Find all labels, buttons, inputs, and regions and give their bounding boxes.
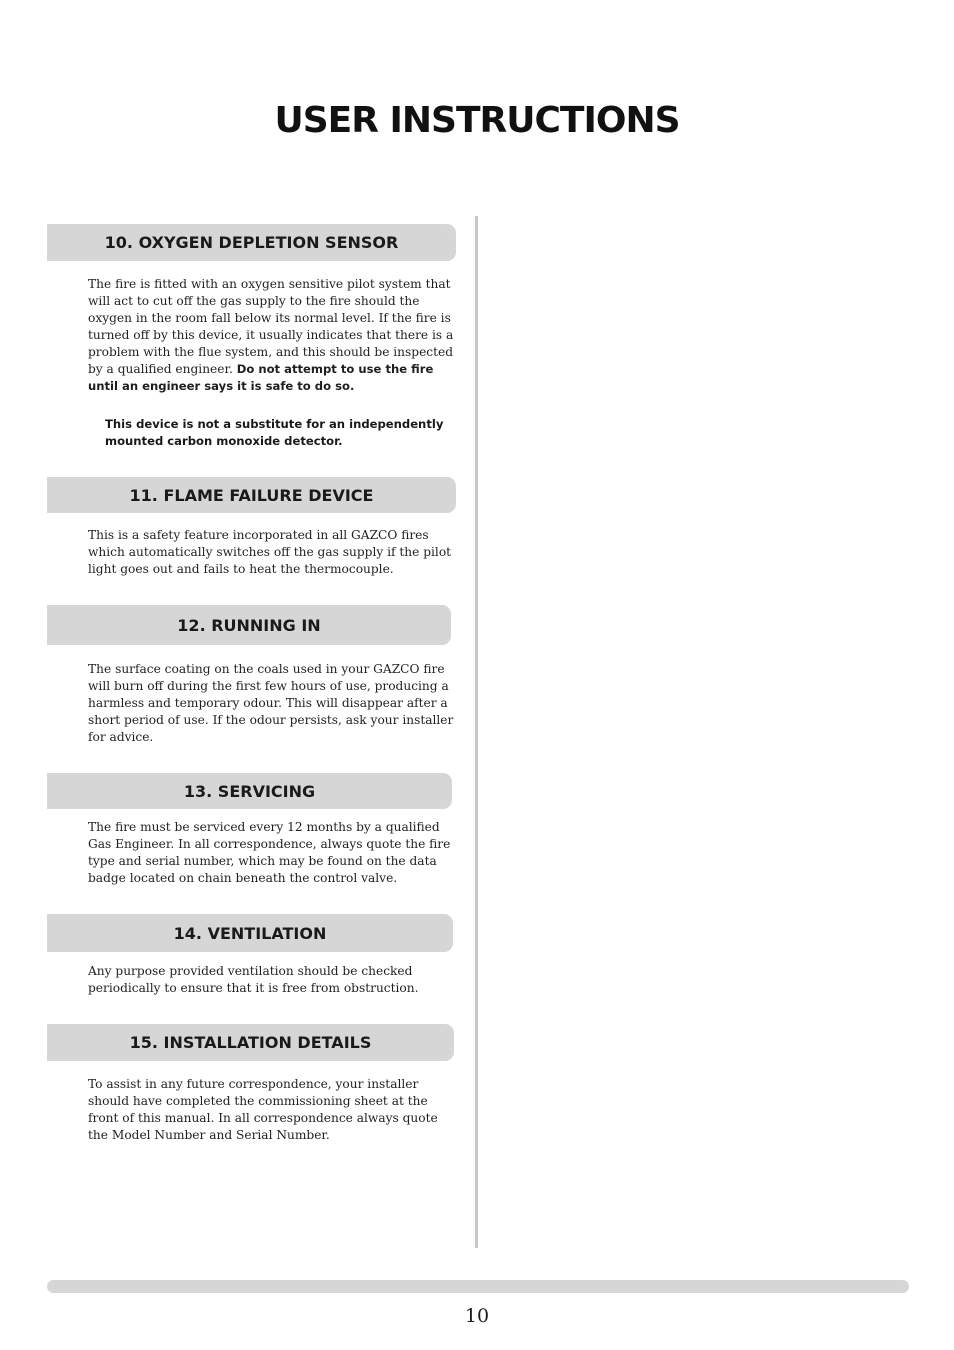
column-divider [475,216,478,1248]
page-number: 10 [464,1305,490,1327]
footer-bar [47,1280,909,1293]
section-body-text: The fire is fitted with an oxygen sensitive pilot system that will act to cut off the gas supply to the fire should the oxygen in the room fall below its normal level. If the fire is turned off by this device, it usually indicates that there is a problem with the flue system, and this should be inspected by a qualified engineer. [88,277,454,376]
section-body-warning: Do not attempt to use the fire until an engineer says it is safe to do so. [88,362,434,393]
section-body-servicing: The fire must be serviced every 12 months by a qualified Gas Engineer. In all correspondence, always quote the fire type and serial number, which may be found on the data badge located on chain beneath the control valve. [88,820,451,885]
section-heading-label: 11. FLAME FAILURE DEVICE [129,485,374,505]
section-body-oxygen-depletion-sensor [88,276,456,395]
section-heading-oxygen-depletion-sensor [47,224,456,261]
section-heading-servicing [47,773,452,809]
section-heading-label: 10. OXYGEN DEPLETION SENSOR [104,233,399,252]
section-heading-label: 14. VENTILATION [173,923,327,943]
section-body-running-in: The surface coating on the coals used in your GAZCO fire will burn off during the first few hours of use, producing a harmless and temporary odour. This will disappear after a short period of use. If the odour persists, ask your installer for advice. [88,662,454,744]
section-heading-label: 15. INSTALLATION DETAILS [129,1033,372,1052]
section-heading-installation-details [47,1024,454,1061]
section-heading-ventilation [47,914,453,952]
section-heading-label: 12. RUNNING IN [177,615,321,635]
section-heading-running-in [47,605,451,645]
section-body-flame-failure-device: This is a safety feature incorporated in all GAZCO fires which automatically switches off the gas supply if the pilot light goes out and fails to heat the thermocouple. [88,528,452,576]
section-heading-flame-failure-device [47,477,456,513]
safety-note: This device is not a substitute for an independently mounted carbon monoxide detector. [105,417,444,448]
section-heading-label: 13. SERVICING [183,781,316,801]
section-body-ventilation: Any purpose provided ventilation should be checked periodically to ensure that it is free from obstruction. [88,964,419,995]
section-body-installation-details: To assist in any future correspondence, your installer should have completed the commissioning sheet at the front of this manual. In all correspondence always quote the Model Number and Serial Number. [88,1077,438,1142]
page-title: USER INSTRUCTIONS [274,100,680,141]
